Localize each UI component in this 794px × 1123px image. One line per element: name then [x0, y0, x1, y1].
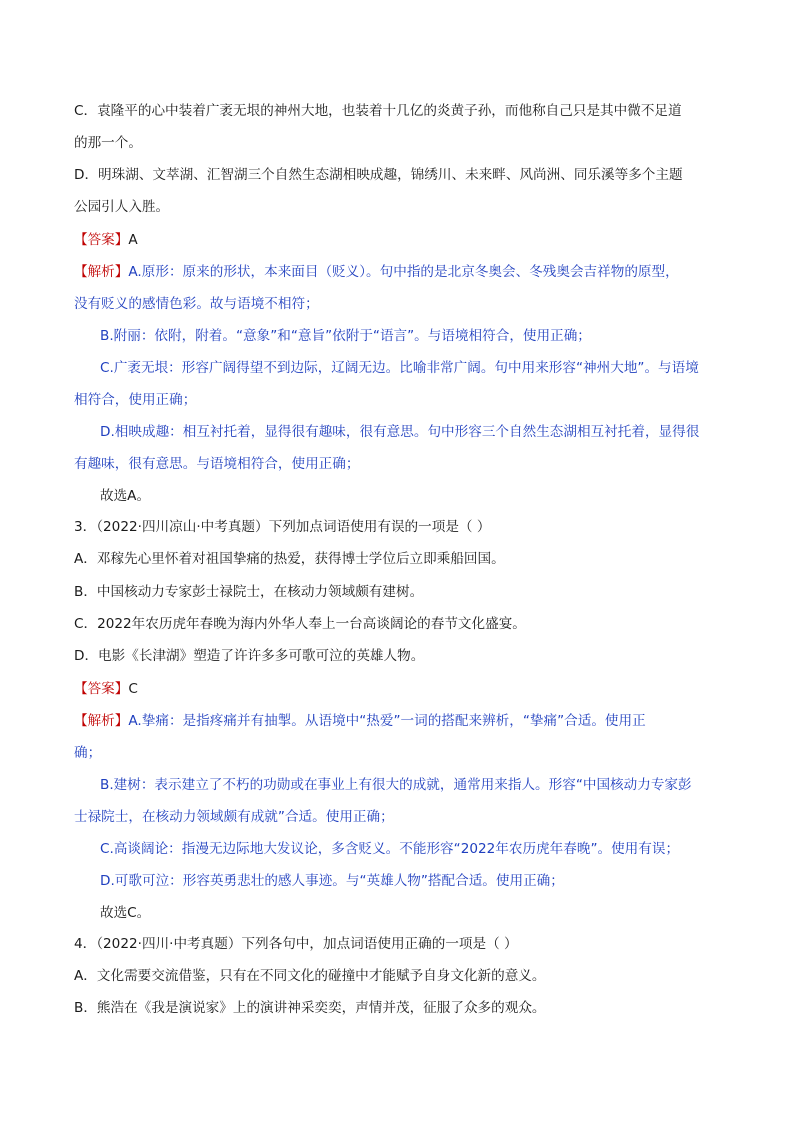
q3-analysis-line-3: B.建树：表示建立了不朽的功勋或在事业上有很大的成就，通常用来指人。形容“中国核动力专家彭 [100, 777, 692, 793]
q3-analysis-line-4: 士禄院士，在核动力领域颇有成就”合适。使用正确； [74, 809, 394, 825]
q3-analysis-line-2: 确； [74, 745, 102, 761]
q3-analysis-line-1 [74, 711, 646, 731]
q3-choose: 故选C。 [100, 905, 151, 921]
analysis-tag: 【解析】 [74, 264, 129, 280]
q3-answer [74, 679, 138, 699]
q2-option-c-line-2: 的那一个。 [74, 135, 142, 151]
q2-analysis-line-1 [74, 262, 679, 282]
q3-option-d: D．电影《长津湖》塑造了许许多多可歌可泣的英雄人物。 [74, 648, 425, 664]
q2-answer [74, 230, 138, 250]
analysis-tag: 【解析】 [74, 713, 129, 729]
q2-analysis-line-5: 相符合，使用正确； [74, 392, 197, 408]
q4-option-b: B．熊浩在《我是演说家》上的演讲神采奕奕，声情并茂，征服了众多的观众。 [74, 1000, 546, 1016]
q3-option-a: A．邓稼先心里怀着对祖国挚痛的热爱，获得博士学位后立即乘船回国。 [74, 551, 505, 567]
q3-analysis-line-6: D.可歌可泣：形容英勇悲壮的感人事迹。与“英雄人物”搭配合适。使用正确； [100, 873, 564, 889]
q2-analysis-line-3: B.附丽：依附，附着。“意象”和“意旨”依附于“语言”。与语境相符合，使用正确； [100, 328, 591, 344]
answer-tag: 【答案】 [74, 681, 129, 697]
q2-option-d-line-1: D．明珠湖、文萃湖、汇智湖三个自然生态湖相映成趣，锦绣川、未来畔、风尚洲、同乐溪等多个主题 [74, 167, 683, 183]
q2-analysis-line-4: C.广袤无垠：形容广阔得望不到边际，辽阔无边。比喻非常广阔。句中用来形容“神州大地”。与语境 [100, 360, 699, 376]
q2-analysis-line-7: 有趣味，很有意思。与语境相符合，使用正确； [74, 456, 360, 472]
answer-value: C [128, 681, 138, 697]
answer-tag: 【答案】 [74, 232, 129, 248]
q3-option-c: C．2022年农历虎年春晚为海内外华人奉上一台高谈阔论的春节文化盛宴。 [74, 616, 526, 632]
analysis-text: A.挚痛：是指疼痛并有抽掣。从语境中“热爱”一词的搭配来辨析，“挚痛”合适。使用正 [128, 713, 646, 729]
q4-option-a: A．文化需要交流借鉴，只有在不同文化的碰撞中才能赋予自身文化新的意义。 [74, 968, 546, 984]
q4-stem: 4．（2022·四川·中考真题）下列各句中，加点词语使用正确的一项是（ ） [74, 936, 518, 952]
q2-option-c-line-1: C．袁隆平的心中装着广袤无垠的神州大地，也装着十几亿的炎黄子孙，而他称自己只是其中微不足道 [74, 103, 682, 119]
q3-analysis-line-5: C.高谈阔论：指漫无边际地大发议论，多含贬义。不能形容“2022年农历虎年春晚”。使用有误； [100, 841, 680, 857]
analysis-text: A.原形：原来的形状，本来面目（贬义）。句中指的是北京冬奥会、冬残奥会吉祥物的原型， [128, 264, 679, 280]
q2-analysis-line-6: D.相映成趣：相互衬托着，显得很有趣味，很有意思。句中形容三个自然生态湖相互衬托着，显得很 [100, 424, 700, 440]
q2-option-d-line-2: 公园引人入胜。 [74, 199, 170, 215]
q3-stem: 3．（2022·四川凉山·中考真题）下列加点词语使用有误的一项是（ ） [74, 519, 491, 535]
answer-value: A [128, 232, 138, 248]
q2-analysis-line-2: 没有贬义的感情色彩。故与语境不相符； [74, 296, 319, 312]
q2-choose: 故选A。 [100, 488, 151, 504]
q3-option-b: B．中国核动力专家彭士禄院士，在核动力领域颇有建树。 [74, 584, 424, 600]
